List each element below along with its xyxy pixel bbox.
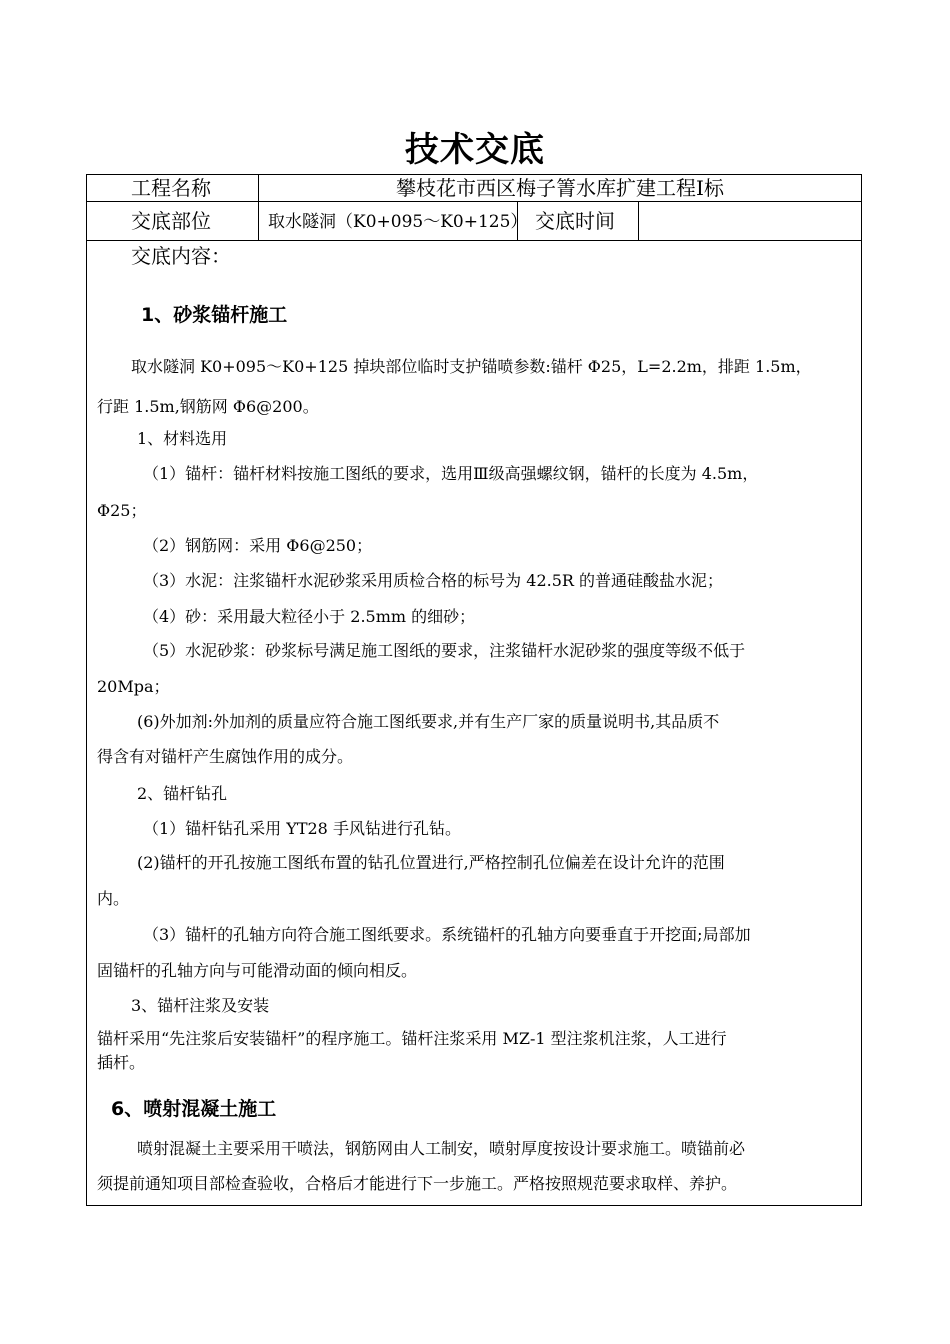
paragraph-line: 行距 1.5m,钢筋网 Φ6@200。 [97,397,319,416]
paragraph-line: （3）锚杆的孔轴方向符合施工图纸要求。系统锚杆的孔轴方向要垂直于开挖面;局部加 [143,925,751,944]
paragraph-line: （1）锚杆：锚杆材料按施工图纸的要求，选用Ⅲ级高强螺纹钢，锚杆的长度为 4.5m， [143,464,759,483]
project-name-value: 攀枝花市西区梅子箐水库扩建工程Ⅰ标 [396,176,724,200]
paragraph-line: (6)外加剂:外加剂的质量应符合施工图纸要求,并有生产厂家的质量说明书,其品质不 [137,712,720,731]
paragraph-line: 得含有对锚杆产生腐蚀作用的成分。 [97,747,354,766]
paragraph-line: （1）锚杆钻孔采用 YT28 手风钻进行孔钻。 [143,819,461,838]
column-divider [638,201,639,240]
disclosure-part-label: 交底部位 [131,209,211,233]
paragraph-line: 锚杆采用“先注浆后安装锚杆”的程序施工。锚杆注浆采用 MZ-1 型注浆机注浆，人工进行 [97,1029,727,1048]
paragraph-line: （2）钢筋网：采用 Φ6@250； [143,536,373,555]
subsection-heading: 2、锚杆钻孔 [137,784,228,803]
paragraph-line: 固锚杆的孔轴方向与可能滑动面的倾向相反。 [97,961,418,980]
disclosure-time-label: 交底时间 [535,209,615,233]
disclosure-form [86,174,862,1206]
row-divider [87,240,861,241]
subsection-heading: 1、材料选用 [137,429,228,448]
paragraph-line: （4）砂：采用最大粒径小于 2.5mm 的细砂； [143,607,476,626]
paragraph-line: Φ25； [97,501,147,520]
subsection-heading: 3、锚杆注浆及安装 [131,996,270,1015]
document-title: 技术交底 [405,130,545,170]
paragraph-line: 须提前通知项目部检查验收，合格后才能进行下一步施工。严格按照规范要求取样、养护。 [97,1174,738,1193]
section-heading: 6、喷射混凝土施工 [111,1098,277,1120]
project-name-label: 工程名称 [131,176,211,200]
paragraph-line: 喷射混凝土主要采用干喷法，钢筋网由人工制安，喷射厚度按设计要求施工。喷锚前必 [137,1139,746,1158]
content-label: 交底内容： [131,244,231,268]
paragraph-line: （3）水泥：注浆锚杆水泥砂浆采用质检合格的标号为 42.5R 的普通硅酸盐水泥； [143,571,724,590]
paragraph-line: 内。 [97,889,130,908]
paragraph-line: 20Mpa； [97,677,170,696]
section-heading: 1、砂浆锚杆施工 [141,304,288,326]
disclosure-part-value: 取水隧洞（K0+095～K0+125） [268,212,528,232]
paragraph-line: 取水隧洞 K0+095～K0+125 掉块部位临时支护锚喷参数:锚杆 Φ25，L=2.2m，排距 1.5m， [131,357,812,376]
paragraph-line: （5）水泥砂浆：砂浆标号满足施工图纸的要求，注浆锚杆水泥砂浆的强度等级不低于 [143,641,746,660]
paragraph-line: 插杆。 [97,1053,146,1072]
paragraph-line: (2)锚杆的开孔按施工图纸布置的钻孔位置进行,严格控制孔位偏差在设计允许的范围 [137,853,725,872]
